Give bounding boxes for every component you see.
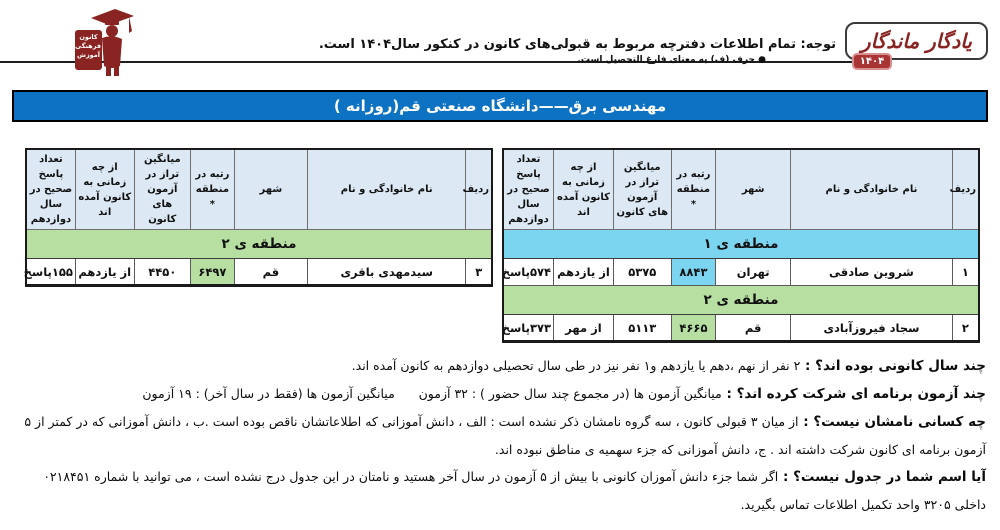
cell-avg-score: ۴۴۵۰: [134, 259, 190, 286]
region-band-label: منطقه ی ۱: [503, 230, 979, 259]
footnote-label: چند آزمون برنامه ای شرکت کرده اند؟ :: [721, 386, 986, 402]
cell-region-rank: ۸۸۴۳: [671, 259, 716, 286]
student-row: [26, 259, 492, 286]
region-band-1: [503, 230, 979, 259]
col-header-region-rank: رتبه در منطقه *: [671, 149, 716, 230]
col-header-full-name: نام خانوادگی و نام: [307, 149, 465, 230]
footnote-text: ۲ نفر از نهم ،دهم یا یازدهم و۱ نفر نیز در طی سال تحصیلی دوازدهم به کانون آمده اند.: [351, 358, 801, 373]
col-header-city: شهر: [716, 149, 791, 230]
header-row: [26, 149, 492, 230]
cell-region-rank: ۴۶۶۵: [671, 315, 716, 342]
cell-row-number: ۱: [952, 259, 979, 286]
results-table-right: [502, 148, 980, 343]
cell-member-since: از مهر: [554, 315, 614, 342]
student-row: [503, 315, 979, 342]
cell-row-number: ۳: [466, 259, 492, 286]
cell-correct-answers: ۵۷۴پاسخ: [503, 259, 554, 286]
cell-full-name: سجاد فیروزآبادی: [791, 315, 953, 342]
cell-avg-score: ۵۱۱۳: [613, 315, 671, 342]
footnotes: [14, 352, 986, 518]
col-header-full-name: نام خانوادگی و نام: [791, 149, 953, 230]
col-header-city: شهر: [234, 149, 307, 230]
col-header-member-since: از چه زمانی به کانون آمده اند: [75, 149, 134, 230]
col-header-avg-score: میانگین تراز در آزمون های کانون: [134, 149, 190, 230]
results-table-left: [25, 148, 493, 287]
cell-member-since: از یازدهم: [75, 259, 134, 286]
cell-row-number: ۲: [952, 315, 979, 342]
cell-region-rank: ۶۴۹۷: [191, 259, 235, 286]
footnote-missing-names: [14, 408, 986, 463]
student-row: [503, 259, 979, 286]
region-band-label: منطقه ی ۲: [26, 230, 492, 259]
cell-city: قم: [716, 315, 791, 342]
footnote-contact: [14, 463, 986, 518]
col-header-row-number: ردیف: [952, 149, 979, 230]
cell-avg-score: ۵۳۷۵: [613, 259, 671, 286]
kanoon-logo: [75, 4, 137, 78]
graduate-abbrev-note: ● حرف (ف) به معنای فارغ التحصیل است.: [577, 55, 766, 65]
col-header-member-since: از چه زمانی به کانون آمده اند: [554, 149, 614, 230]
footnote-kanoon-years: [14, 352, 986, 380]
footnote-label: آیا اسم شما در جدول نیست؟ :: [778, 469, 986, 485]
cell-city: تهران: [716, 259, 791, 286]
col-header-row-number: ردیف: [466, 149, 492, 230]
attention-note: توجه: تمام اطلاعات دفترچه مربوط به قبولی‌های کانون در کنکور سال۱۴۰۴ است.: [318, 37, 836, 52]
col-header-correct-answers: تعداد پاسخ صحیح در سال دوازدهم: [503, 149, 554, 230]
col-header-avg-score: میانگین تراز در آزمون های کانون: [613, 149, 671, 230]
brand-year-badge: ۱۴۰۴: [852, 53, 892, 70]
footnote-exam-count: [14, 380, 986, 408]
footnote-label: چه کسانی نامشان نیست؟ :: [798, 414, 986, 430]
program-title-bar: [12, 90, 988, 122]
footnote-text: اگر شما جزء دانش آموزان کانونی با بیش از ۵ آزمون در سال آخر هستید و نامتان در این جدول درج نشده است ، می توانید با شماره ۰۲۱۸۴۵۱ داخلی ۳۲۰۵ واحد تکمیل اطلاعات تماس بگیرید.: [43, 469, 986, 512]
cell-full-name: شروین صادقی: [791, 259, 953, 286]
cell-correct-answers: ۳۷۳پاسخ: [503, 315, 554, 342]
kanoon-logo-text: کانون فرهنگی آموزش: [75, 30, 102, 70]
col-header-region-rank: رتبه در منطقه *: [191, 149, 235, 230]
footnote-text: از میان ۳ قبولی کانون ، سه گروه نامشان ذکر نشده است : الف ، دانش آموزانی که اطلاعاتشان ناقص بوده است .ب ، دانش آموزانی که در کمتر از ۵ آزمون برنامه ای کانون شرکت داشته اند . ج، دانش آموزانی که جزء سهمیه ی مناطق نبوده اند.: [24, 414, 986, 457]
footnote-label: چند سال کانونی بوده اند؟ :: [800, 358, 986, 374]
region-band-label: منطقه ی ۲: [503, 286, 979, 315]
cell-city: قم: [234, 259, 307, 286]
header-row: [503, 149, 979, 230]
brand-name: یادگار ماندگار: [861, 29, 972, 53]
footnote-text: میانگین آزمون ها (در مجموع چند سال حضور ) : ۳۲ آزمون میانگین آزمون ها (فقط در سال آخر) : ۱۹ آزمون: [142, 386, 722, 401]
program-title: مهندسی برق——دانشگاه صنعتی قم(روزانه ): [333, 97, 667, 115]
col-header-correct-answers: تعداد پاسخ صحیح در سال دوازدهم: [26, 149, 75, 230]
cell-full-name: سیدمهدی باقری: [307, 259, 465, 286]
cell-member-since: از یازدهم: [554, 259, 614, 286]
region-band-2: [26, 230, 492, 259]
cell-correct-answers: ۱۵۵پاسخ: [26, 259, 75, 286]
region-band-2: [503, 286, 979, 315]
